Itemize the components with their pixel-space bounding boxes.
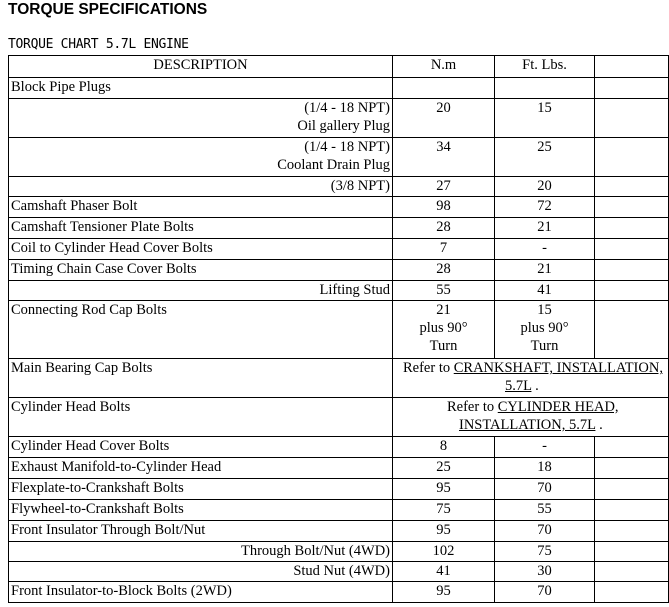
table-row [9, 582, 669, 603]
table-row [9, 521, 669, 542]
table-row [9, 398, 669, 437]
row-extra [595, 177, 669, 197]
header-description: DESCRIPTION [9, 56, 393, 78]
row-description: Flexplate-to-Crankshaft Bolts [9, 479, 393, 500]
row-description: Camshaft Phaser Bolt [9, 197, 393, 218]
row-description: Front Insulator-to-Block Bolts (2WD) [9, 582, 393, 603]
reference-line1 [447, 398, 666, 416]
table-row [9, 500, 669, 521]
row-description: Stud Nut (4WD) [9, 562, 393, 582]
row-ftlbs [495, 78, 595, 99]
table-row [9, 301, 669, 359]
row-extra [595, 78, 669, 99]
reference-link-cylinder-head[interactable]: CYLINDER HEAD, [497, 399, 619, 415]
row-nm [393, 78, 495, 99]
row-description: Flywheel-to-Crankshaft Bolts [9, 500, 393, 521]
row-nm: 20 [393, 99, 495, 138]
row-description: Timing Chain Case Cover Bolts [9, 260, 393, 281]
row-nm: 98 [393, 197, 495, 218]
row-ftlbs-line1: 15 [537, 302, 552, 318]
reference-link-crankshaft-cont[interactable]: 5.7L [505, 378, 532, 394]
table-header-row [9, 56, 669, 78]
row-extra [595, 197, 669, 218]
row-nm: 7 [393, 239, 495, 260]
row-extra [595, 479, 669, 500]
row-description: Front Insulator Through Bolt/Nut [9, 521, 393, 542]
row-description: Coil to Cylinder Head Cover Bolts [9, 239, 393, 260]
row-description: Connecting Rod Cap Bolts [9, 301, 393, 359]
row-ftlbs: 21 [495, 260, 595, 281]
header-extra [595, 56, 669, 78]
row-reference [393, 398, 669, 437]
table-row [9, 281, 669, 301]
row-nm: 27 [393, 177, 495, 197]
row-description: Block Pipe Plugs [9, 78, 393, 99]
row-description-line1: (1/4 - 18 NPT) [304, 100, 390, 116]
table-row [9, 239, 669, 260]
row-nm: 8 [393, 437, 495, 458]
row-nm: 25 [393, 458, 495, 479]
row-extra [595, 500, 669, 521]
row-ftlbs: 72 [495, 197, 595, 218]
row-extra [595, 458, 669, 479]
row-extra [595, 281, 669, 301]
reference-line2 [403, 377, 666, 395]
row-nm-line1: 21 [436, 302, 451, 318]
table-row [9, 99, 669, 138]
table-row [9, 78, 669, 99]
row-description [9, 138, 393, 177]
chart-title: TORQUE CHART 5.7L ENGINE [8, 37, 189, 52]
row-nm: 28 [393, 218, 495, 239]
row-nm: 95 [393, 521, 495, 542]
row-reference [393, 359, 669, 398]
row-nm: 95 [393, 582, 495, 603]
table-row [9, 479, 669, 500]
row-ftlbs: 75 [495, 542, 595, 562]
row-nm: 34 [393, 138, 495, 177]
torque-table [8, 55, 669, 603]
row-extra [595, 521, 669, 542]
row-extra [595, 582, 669, 603]
row-description: Lifting Stud [9, 281, 393, 301]
row-description-line2: Oil gallery Plug [297, 118, 390, 134]
reference-prefix: Refer to [403, 360, 454, 376]
row-ftlbs: 30 [495, 562, 595, 582]
table-row [9, 260, 669, 281]
table-row [9, 458, 669, 479]
page-title: TORQUE SPECIFICATIONS [8, 1, 208, 18]
reference-link-crankshaft[interactable]: CRANKSHAFT, INSTALLATION, [453, 360, 663, 376]
row-ftlbs: 55 [495, 500, 595, 521]
row-ftlbs: 70 [495, 479, 595, 500]
table-row [9, 359, 669, 398]
row-ftlbs: 15 [495, 99, 595, 138]
row-nm: 55 [393, 281, 495, 301]
row-description: Exhaust Manifold-to-Cylinder Head [9, 458, 393, 479]
row-ftlbs: 18 [495, 458, 595, 479]
table-row [9, 218, 669, 239]
row-nm [393, 301, 495, 359]
header-nm: N.m [393, 56, 495, 78]
row-description: Through Bolt/Nut (4WD) [9, 542, 393, 562]
row-ftlbs: 20 [495, 177, 595, 197]
row-extra [595, 260, 669, 281]
table-row [9, 562, 669, 582]
row-description: Cylinder Head Cover Bolts [9, 437, 393, 458]
reference-suffix: . [531, 378, 539, 394]
row-description-line2: Coolant Drain Plug [277, 157, 390, 173]
row-extra [595, 301, 669, 359]
row-extra [595, 542, 669, 562]
row-ftlbs: 41 [495, 281, 595, 301]
row-ftlbs-line3: Turn [530, 338, 559, 354]
row-ftlbs: - [495, 437, 595, 458]
row-extra [595, 138, 669, 177]
row-ftlbs: 25 [495, 138, 595, 177]
table-row [9, 177, 669, 197]
header-ftlbs: Ft. Lbs. [495, 56, 595, 78]
row-ftlbs: 70 [495, 521, 595, 542]
row-nm-line2: plus 90° [419, 320, 468, 336]
row-extra [595, 218, 669, 239]
row-extra [595, 562, 669, 582]
row-nm: 95 [393, 479, 495, 500]
row-description: Cylinder Head Bolts [9, 398, 393, 437]
row-description [9, 99, 393, 138]
row-nm: 28 [393, 260, 495, 281]
row-extra [595, 437, 669, 458]
row-description-line1: (1/4 - 18 NPT) [304, 139, 390, 155]
row-nm: 41 [393, 562, 495, 582]
row-ftlbs: - [495, 239, 595, 260]
reference-link-cylinder-head-cont[interactable]: INSTALLATION, 5.7L [459, 417, 596, 433]
reference-line1 [403, 359, 666, 377]
row-nm-line3: Turn [429, 338, 458, 354]
reference-suffix: . [595, 417, 603, 433]
table-row [9, 138, 669, 177]
row-extra [595, 99, 669, 138]
row-nm: 102 [393, 542, 495, 562]
reference-line2 [447, 416, 666, 434]
row-description: Main Bearing Cap Bolts [9, 359, 393, 398]
row-ftlbs: 21 [495, 218, 595, 239]
row-ftlbs [495, 301, 595, 359]
row-description: Camshaft Tensioner Plate Bolts [9, 218, 393, 239]
row-nm: 75 [393, 500, 495, 521]
row-ftlbs: 70 [495, 582, 595, 603]
row-ftlbs-line2: plus 90° [520, 320, 569, 336]
row-extra [595, 239, 669, 260]
table-row [9, 197, 669, 218]
table-row [9, 437, 669, 458]
row-description: (3/8 NPT) [9, 177, 393, 197]
reference-prefix: Refer to [447, 399, 498, 415]
table-row [9, 542, 669, 562]
